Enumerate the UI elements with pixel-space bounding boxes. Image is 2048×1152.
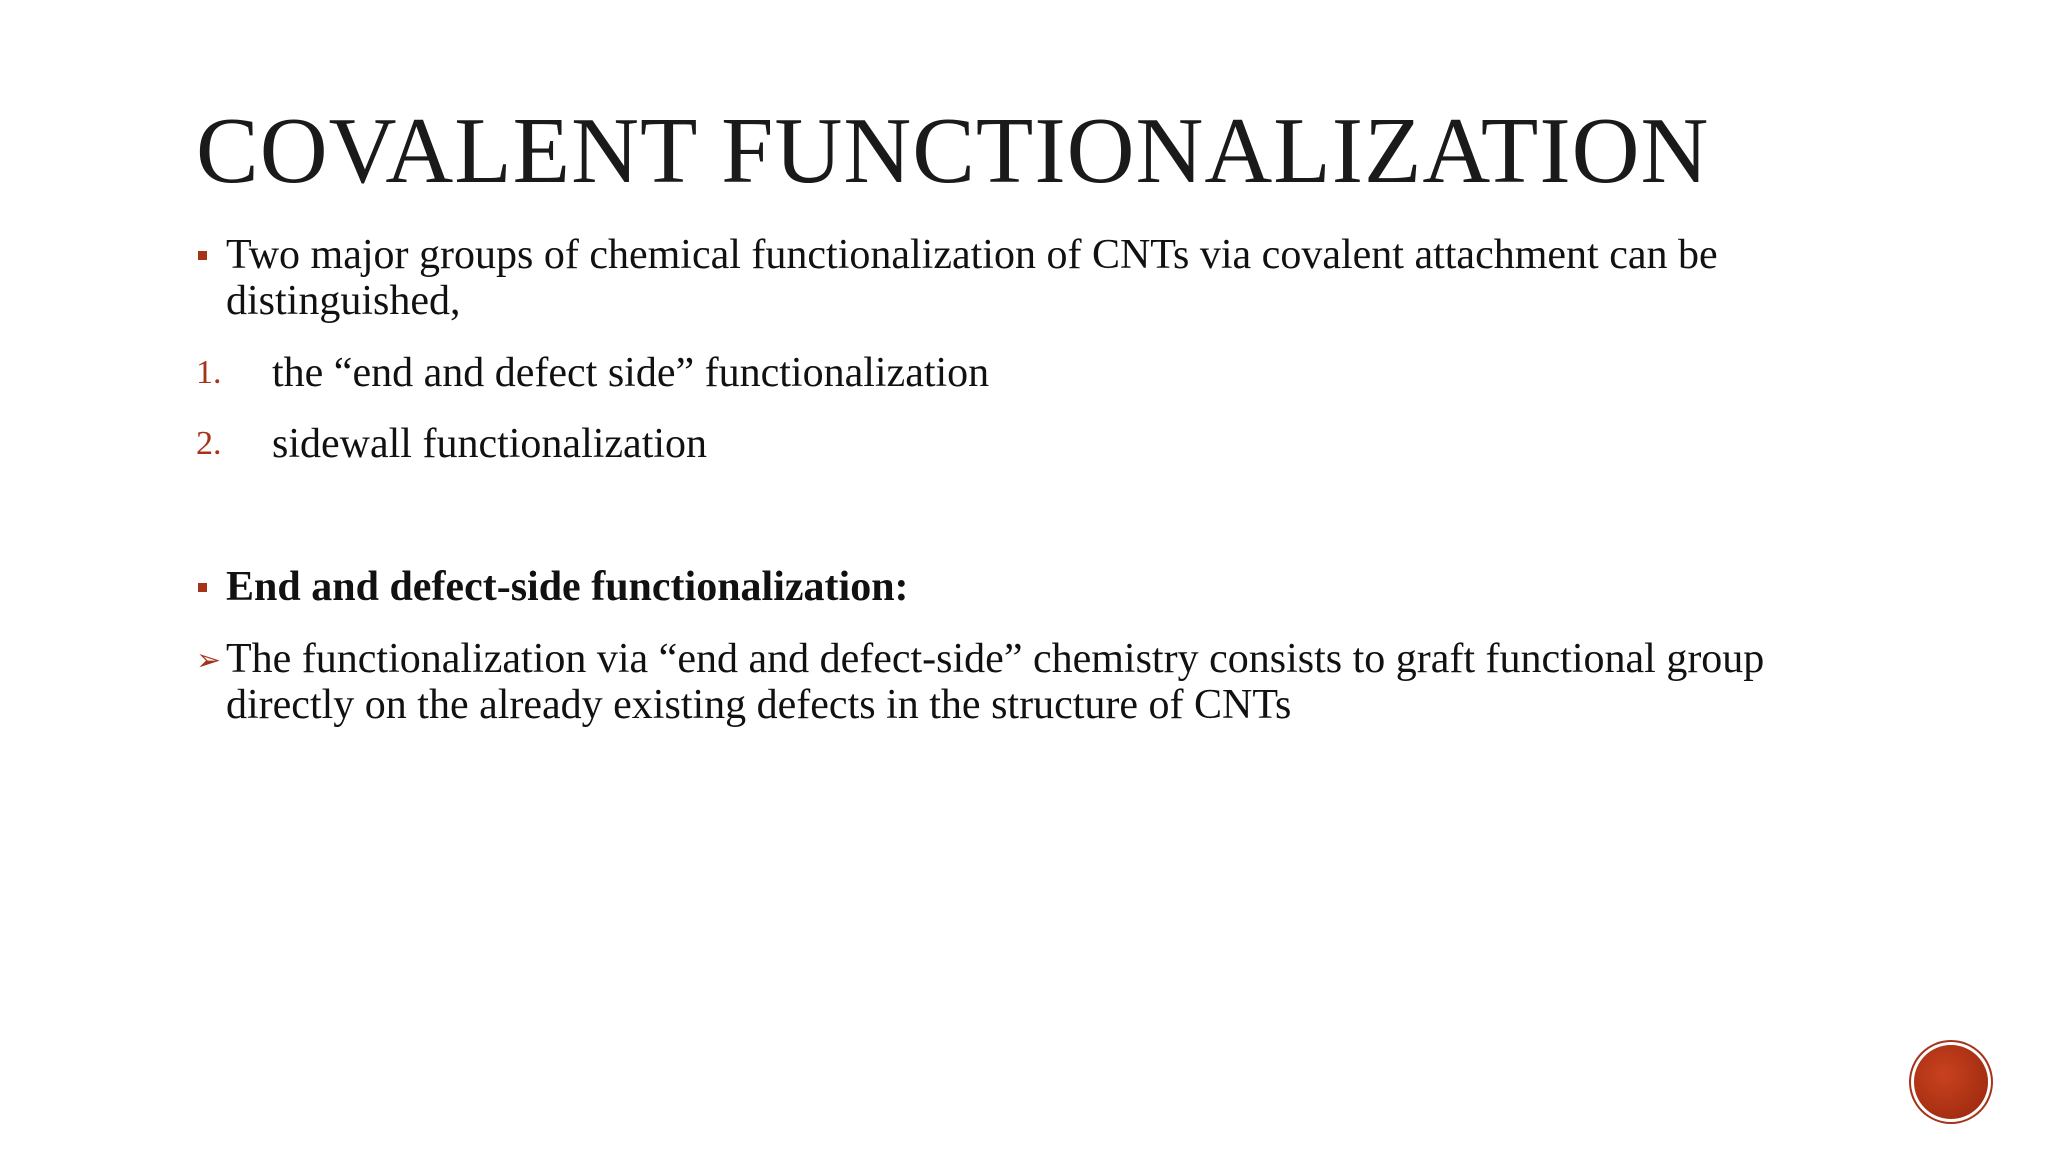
slide-content	[196, 232, 1896, 728]
arrow-bullet-icon: ➢	[196, 643, 222, 678]
list-item	[196, 636, 1896, 728]
list-number: 2.	[196, 425, 222, 462]
numbered-item	[196, 421, 1896, 467]
numbered-item	[196, 350, 1896, 396]
section-heading: End and defect-side functionalization:	[226, 564, 909, 610]
numbered-item-text: the “end and defect side” functionalization	[272, 350, 990, 396]
list-item-text: The functionalization via “end and defect-side” chemistry consists to graft functional group directly on the already existing defects in the structure of CNTs	[226, 636, 1765, 728]
square-bullet-icon	[198, 251, 207, 260]
slide-title: COVALENT FUNCTIONALIZATION	[196, 99, 1710, 203]
list-item	[196, 232, 1896, 324]
square-bullet-icon	[198, 583, 207, 592]
numbered-item-text: sidewall functionalization	[272, 421, 708, 467]
circle-nav-icon[interactable]	[1914, 1045, 1988, 1119]
list-item-text: Two major groups of chemical functionalization of CNTs via covalent attachment can be distinguished,	[226, 232, 1718, 324]
section-heading-item	[196, 564, 1896, 610]
list-number: 1.	[196, 354, 222, 391]
